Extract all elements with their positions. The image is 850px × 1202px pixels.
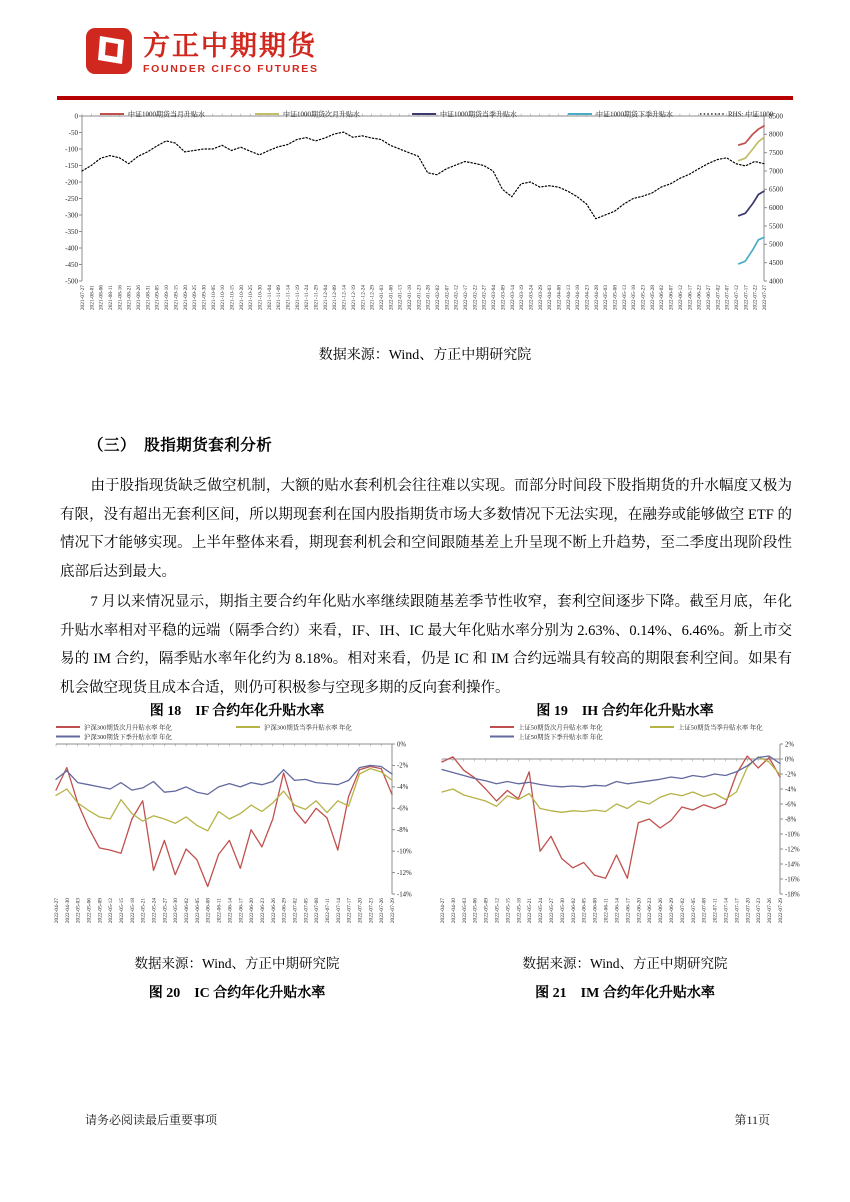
svg-text:2022-07-29: 2022-07-29	[390, 898, 396, 924]
svg-text:2021-09-30: 2021-09-30	[201, 285, 208, 311]
svg-text:2022-03-19: 2022-03-19	[519, 285, 526, 311]
svg-text:0: 0	[74, 112, 78, 121]
svg-text:5000: 5000	[769, 240, 783, 249]
svg-text:中证1000期货次月升贴水: 中证1000期货次月升贴水	[283, 110, 360, 119]
svg-text:上证50期货下季升贴水率 年化: 上证50期货下季升贴水率 年化	[518, 733, 603, 741]
svg-text:2022-06-26: 2022-06-26	[270, 898, 277, 924]
svg-text:2022-04-30: 2022-04-30	[450, 898, 457, 924]
svg-text:2021-09-25: 2021-09-25	[192, 285, 199, 311]
svg-text:7500: 7500	[769, 148, 783, 157]
svg-text:2022-06-20: 2022-06-20	[249, 898, 256, 924]
svg-text:6500: 6500	[769, 185, 783, 194]
svg-text:2022-06-17: 2022-06-17	[687, 285, 694, 311]
svg-text:2022-06-17: 2022-06-17	[625, 898, 632, 924]
company-logo	[84, 26, 319, 81]
svg-text:沪深300期货当季升贴水率 年化: 沪深300期货当季升贴水率 年化	[264, 724, 352, 732]
svg-text:2022-05-15: 2022-05-15	[505, 898, 512, 924]
svg-text:2022-06-08: 2022-06-08	[592, 898, 599, 924]
svg-text:2021-12-19: 2021-12-19	[350, 285, 357, 311]
svg-text:-8%: -8%	[785, 816, 797, 824]
svg-text:2022-07-17: 2022-07-17	[734, 898, 741, 924]
svg-text:2021-08-01: 2021-08-01	[89, 285, 96, 311]
svg-text:-14%: -14%	[785, 861, 800, 869]
svg-text:2021-09-20: 2021-09-20	[182, 285, 189, 311]
svg-text:2022-06-20: 2022-06-20	[636, 898, 643, 924]
svg-text:2022-05-06: 2022-05-06	[86, 898, 93, 924]
logo-cube-icon	[84, 26, 134, 81]
svg-text:2022-05-03: 2022-05-03	[75, 898, 82, 924]
svg-text:-400: -400	[65, 244, 78, 253]
svg-text:-4%: -4%	[397, 784, 409, 792]
svg-text:2021-08-16: 2021-08-16	[117, 285, 124, 311]
svg-text:2022-06-11: 2022-06-11	[216, 898, 223, 923]
svg-text:2022-04-18: 2022-04-18	[575, 285, 582, 311]
svg-text:2022-03-24: 2022-03-24	[528, 285, 535, 311]
svg-text:2022-06-02: 2022-06-02	[570, 898, 577, 924]
svg-text:2022-01-23: 2022-01-23	[416, 285, 423, 311]
svg-text:2022-05-30: 2022-05-30	[173, 898, 180, 924]
svg-text:2022-06-26: 2022-06-26	[658, 898, 665, 924]
source-note-fig18: 数据来源：Wind、方正中期研究院	[134, 956, 340, 971]
section-heading: （三） 股指期货套利分析	[88, 437, 273, 454]
svg-text:2021-08-11: 2021-08-11	[108, 285, 115, 310]
svg-text:4500: 4500	[769, 258, 783, 267]
svg-text:-6%: -6%	[397, 805, 409, 813]
source-note-fig19: 数据来源：Wind、方正中期研究院	[522, 956, 728, 971]
svg-text:沪深300期货次月升贴水率 年化: 沪深300期货次月升贴水率 年化	[84, 724, 172, 732]
svg-text:2022-07-05: 2022-07-05	[690, 898, 697, 924]
svg-text:2022-05-27: 2022-05-27	[549, 898, 556, 924]
svg-text:2022-06-05: 2022-06-05	[194, 898, 201, 924]
svg-text:2022-05-12: 2022-05-12	[108, 898, 115, 924]
svg-text:2022-05-03: 2022-05-03	[603, 285, 610, 311]
svg-text:-12%: -12%	[785, 846, 800, 854]
csi1000-futures-basis-chart	[60, 106, 800, 340]
svg-text:-200: -200	[65, 178, 78, 187]
svg-text:2022-02-12: 2022-02-12	[453, 285, 460, 311]
svg-text:0%: 0%	[785, 756, 795, 764]
svg-text:上证50期货当季升贴水率 年化: 上证50期货当季升贴水率 年化	[678, 724, 763, 732]
svg-text:2022-04-27: 2022-04-27	[440, 898, 446, 924]
svg-text:中证1000期货当月升贴水: 中证1000期货当月升贴水	[128, 110, 205, 119]
svg-text:2022-06-23: 2022-06-23	[647, 898, 654, 924]
svg-text:2022-07-02: 2022-07-02	[679, 898, 686, 924]
svg-text:5500: 5500	[769, 222, 783, 231]
svg-text:沪深300期货下季升贴水率 年化: 沪深300期货下季升贴水率 年化	[84, 733, 172, 741]
svg-text:2021-10-05: 2021-10-05	[210, 285, 217, 311]
body-paragraph-1: 由于股指现货缺乏做空机制，大额的贴水套利机会往往难以实现。而部分时间段下股指期货的升水幅度又极为有限，没有超出无套利区间，所以期现套利在国内股指期货市场大多数情况下无法实现，在融券或能够做空 ETF 的情况下才能够实现。上半年整体来看，期现套利机会和空间跟随基差上升呈现不断上升趋势，至二季度出现阶段性底部后达到最大。	[60, 478, 792, 580]
svg-text:-10%: -10%	[785, 831, 800, 839]
svg-text:2021-12-04: 2021-12-04	[322, 285, 329, 311]
svg-text:2022-05-09: 2022-05-09	[483, 898, 490, 924]
svg-text:2022-07-02: 2022-07-02	[715, 285, 722, 311]
svg-text:-14%: -14%	[397, 891, 412, 899]
svg-text:2021-11-19: 2021-11-19	[294, 285, 301, 310]
svg-text:-2%: -2%	[397, 762, 409, 770]
svg-text:2022-04-23: 2022-04-23	[584, 285, 591, 311]
svg-text:7000: 7000	[769, 167, 783, 176]
svg-text:2022-05-18: 2022-05-18	[631, 285, 638, 311]
if-annualized-basis-chart	[48, 720, 426, 950]
svg-text:2022-07-20: 2022-07-20	[357, 898, 364, 924]
svg-text:2021-10-25: 2021-10-25	[248, 285, 255, 311]
svg-text:2021-12-29: 2021-12-29	[369, 285, 376, 311]
svg-text:8500: 8500	[769, 112, 783, 121]
svg-text:2022-07-11: 2022-07-11	[324, 898, 331, 923]
svg-text:-350: -350	[65, 227, 78, 236]
svg-text:-250: -250	[65, 194, 78, 203]
svg-text:-300: -300	[65, 211, 78, 220]
svg-text:-12%: -12%	[397, 869, 412, 877]
svg-text:2021-09-15: 2021-09-15	[173, 285, 180, 311]
svg-text:2021-11-14: 2021-11-14	[285, 285, 292, 310]
svg-text:2022-04-13: 2022-04-13	[565, 285, 572, 311]
svg-text:8000: 8000	[769, 130, 783, 139]
svg-text:2021-10-20: 2021-10-20	[238, 285, 245, 311]
svg-text:2021-12-14: 2021-12-14	[341, 285, 348, 311]
svg-text:4000: 4000	[769, 277, 783, 286]
svg-text:2022-01-28: 2022-01-28	[425, 285, 432, 311]
svg-text:2021-11-04: 2021-11-04	[266, 285, 273, 310]
svg-text:2021-12-24: 2021-12-24	[360, 285, 367, 311]
svg-text:2022-05-12: 2022-05-12	[494, 898, 501, 924]
svg-text:2022-07-17: 2022-07-17	[743, 285, 750, 311]
svg-text:2022-03-29: 2022-03-29	[537, 285, 544, 311]
svg-text:2022-06-14: 2022-06-14	[614, 898, 621, 924]
svg-text:2022-07-23: 2022-07-23	[368, 898, 375, 924]
svg-text:-150: -150	[65, 161, 78, 170]
svg-text:2022-06-11: 2022-06-11	[603, 898, 610, 923]
source-note-main: 数据来源：Wind、方正中期研究院	[318, 348, 532, 363]
svg-text:2022-04-08: 2022-04-08	[556, 285, 563, 311]
logo-text-cn: 方正中期期货	[143, 30, 317, 61]
ih-annualized-basis-chart	[434, 720, 816, 950]
svg-text:6000: 6000	[769, 203, 783, 212]
svg-text:2022-05-08: 2022-05-08	[612, 285, 619, 311]
svg-text:2022-05-21: 2022-05-21	[527, 898, 534, 924]
svg-text:2022-07-20: 2022-07-20	[745, 898, 752, 924]
svg-text:2021-11-29: 2021-11-29	[313, 285, 320, 310]
svg-text:2022-05-03: 2022-05-03	[461, 898, 468, 924]
svg-text:2022-06-02: 2022-06-02	[659, 285, 666, 311]
svg-text:2022-02-27: 2022-02-27	[481, 285, 488, 311]
svg-text:2021-09-05: 2021-09-05	[154, 285, 161, 311]
svg-text:2022-05-24: 2022-05-24	[538, 898, 545, 924]
svg-text:RHS: 中证1000: RHS: 中证1000	[728, 110, 774, 119]
svg-text:2022-07-14: 2022-07-14	[723, 898, 730, 924]
svg-text:2022-05-09: 2022-05-09	[97, 898, 104, 924]
svg-text:2022-07-05: 2022-07-05	[303, 898, 310, 924]
header-rule-divider	[57, 96, 793, 100]
svg-text:2022-07-23: 2022-07-23	[756, 898, 763, 924]
fig18-title: 图 18 IF 合约年化升贴水率	[149, 704, 325, 719]
svg-text:2022-07-22: 2022-07-22	[752, 285, 759, 311]
svg-text:2022-06-23: 2022-06-23	[259, 898, 266, 924]
svg-text:2022-06-22: 2022-06-22	[696, 285, 703, 311]
svg-text:2022-07-07: 2022-07-07	[724, 285, 731, 311]
svg-text:2022-06-29: 2022-06-29	[668, 898, 675, 924]
svg-text:2022-06-27: 2022-06-27	[705, 285, 712, 311]
svg-text:上证50期货次月升贴水率 年化: 上证50期货次月升贴水率 年化	[518, 724, 603, 732]
svg-text:2022-04-03: 2022-04-03	[547, 285, 554, 311]
svg-text:2022-06-02: 2022-06-02	[184, 898, 191, 924]
svg-text:2021-10-10: 2021-10-10	[220, 285, 227, 311]
svg-text:2022-07-14: 2022-07-14	[335, 898, 342, 924]
svg-text:2022-01-18: 2022-01-18	[406, 285, 413, 311]
fig19-title: 图 19 IH 合约年化升贴水率	[536, 704, 714, 719]
page-number: 第11页	[734, 1113, 770, 1127]
svg-text:2022-02-17: 2022-02-17	[463, 285, 470, 311]
svg-text:中证1000期货当季升贴水: 中证1000期货当季升贴水	[440, 110, 517, 119]
svg-text:2022-07-02: 2022-07-02	[292, 898, 299, 924]
svg-text:2022-06-17: 2022-06-17	[238, 898, 245, 924]
svg-text:-16%: -16%	[785, 876, 800, 884]
svg-text:-2%: -2%	[785, 771, 797, 779]
svg-text:2022-07-27: 2022-07-27	[762, 285, 768, 311]
svg-text:2022-05-21: 2022-05-21	[140, 898, 147, 924]
svg-text:2022-06-12: 2022-06-12	[677, 285, 684, 311]
svg-text:2022-01-13: 2022-01-13	[397, 285, 404, 311]
svg-text:2022-06-14: 2022-06-14	[227, 898, 234, 924]
svg-text:2022-07-26: 2022-07-26	[767, 898, 774, 924]
svg-text:2022-07-26: 2022-07-26	[379, 898, 386, 924]
svg-text:2022-03-09: 2022-03-09	[500, 285, 507, 311]
body-paragraph-2: 7 月以来情况显示，期指主要合约年化贴水率继续跟随基差季节性收窄，套利空间逐步下降。截至月底，年化升贴水率相对平稳的远端（隔季合约）来看，IF、IH、IC 最大年化贴水率分别为 2.63%、0.14%、6.46%。新上市交易的 IM 合约，隔季贴水率年化约为 8.18%。相对来看，仍是 IC 和 IM 合约远端具有较高的期限套利空间。如果有机会做空现货且成本合适，则仍可积极参与空现多期的反向套利操作。	[60, 594, 792, 696]
svg-text:2022-02-07: 2022-02-07	[444, 285, 451, 311]
svg-text:2022-05-30: 2022-05-30	[559, 898, 566, 924]
svg-text:2022-05-18: 2022-05-18	[516, 898, 523, 924]
svg-text:2022-03-14: 2022-03-14	[509, 285, 516, 311]
svg-text:2022-07-11: 2022-07-11	[712, 898, 719, 923]
svg-text:2022-05-13: 2022-05-13	[621, 285, 628, 311]
fig20-caption: 图 20 IC 合约年化升贴水率	[148, 986, 326, 1001]
svg-text:2022-04-27: 2022-04-27	[54, 898, 60, 924]
svg-text:2021-09-10: 2021-09-10	[164, 285, 171, 311]
svg-text:2021-12-09: 2021-12-09	[332, 285, 339, 311]
svg-text:2022-07-08: 2022-07-08	[701, 898, 708, 924]
svg-text:2022-05-27: 2022-05-27	[162, 898, 169, 924]
svg-text:2021-11-09: 2021-11-09	[276, 285, 283, 310]
svg-text:-6%: -6%	[785, 801, 797, 809]
svg-text:2021-07-27: 2021-07-27	[80, 285, 86, 311]
svg-text:2021-08-21: 2021-08-21	[126, 285, 133, 311]
svg-text:2021-11-24: 2021-11-24	[304, 285, 311, 310]
svg-text:2022-04-28: 2022-04-28	[593, 285, 600, 311]
svg-text:2021-08-26: 2021-08-26	[136, 285, 143, 311]
svg-text:2022-05-23: 2022-05-23	[640, 285, 647, 311]
svg-text:-50: -50	[68, 128, 78, 137]
svg-text:2022-06-08: 2022-06-08	[205, 898, 212, 924]
svg-text:2022-01-03: 2022-01-03	[378, 285, 385, 311]
svg-text:2%: 2%	[785, 741, 795, 749]
svg-text:2022-07-08: 2022-07-08	[314, 898, 321, 924]
svg-text:0%: 0%	[397, 741, 407, 749]
svg-text:-500: -500	[65, 277, 78, 286]
svg-text:2022-06-05: 2022-06-05	[581, 898, 588, 924]
svg-text:2022-01-08: 2022-01-08	[388, 285, 395, 311]
svg-text:2022-02-02: 2022-02-02	[435, 285, 442, 311]
svg-text:2021-08-31: 2021-08-31	[145, 285, 152, 311]
svg-text:2021-10-30: 2021-10-30	[257, 285, 264, 311]
svg-text:-450: -450	[65, 260, 78, 269]
svg-text:-10%: -10%	[397, 848, 412, 856]
svg-text:2022-04-30: 2022-04-30	[64, 898, 71, 924]
svg-text:2022-05-15: 2022-05-15	[119, 898, 126, 924]
svg-text:-4%: -4%	[785, 786, 797, 794]
svg-text:2022-07-29: 2022-07-29	[778, 898, 784, 924]
footer-disclaimer: 请务必阅读最后重要事项	[85, 1113, 218, 1127]
svg-text:-18%: -18%	[785, 891, 800, 899]
svg-text:2022-02-22: 2022-02-22	[472, 285, 479, 311]
svg-text:中证1000期货下季升贴水: 中证1000期货下季升贴水	[596, 110, 673, 119]
svg-text:2022-05-28: 2022-05-28	[649, 285, 656, 311]
svg-text:2022-05-18: 2022-05-18	[129, 898, 136, 924]
logo-text-en: FOUNDER CIFCO FUTURES	[143, 63, 319, 76]
svg-text:2022-07-17: 2022-07-17	[346, 898, 353, 924]
svg-text:2022-05-06: 2022-05-06	[472, 898, 479, 924]
svg-text:2021-10-15: 2021-10-15	[229, 285, 236, 311]
svg-text:2022-05-24: 2022-05-24	[151, 898, 158, 924]
svg-text:2022-07-12: 2022-07-12	[733, 285, 740, 311]
svg-text:-100: -100	[65, 145, 78, 154]
svg-text:2022-06-29: 2022-06-29	[281, 898, 288, 924]
svg-text:2021-08-06: 2021-08-06	[98, 285, 105, 311]
svg-text:2022-03-04: 2022-03-04	[491, 285, 498, 311]
svg-text:2022-06-07: 2022-06-07	[668, 285, 675, 311]
fig21-caption: 图 21 IM 合约年化升贴水率	[535, 986, 715, 1001]
svg-text:-8%: -8%	[397, 827, 409, 835]
